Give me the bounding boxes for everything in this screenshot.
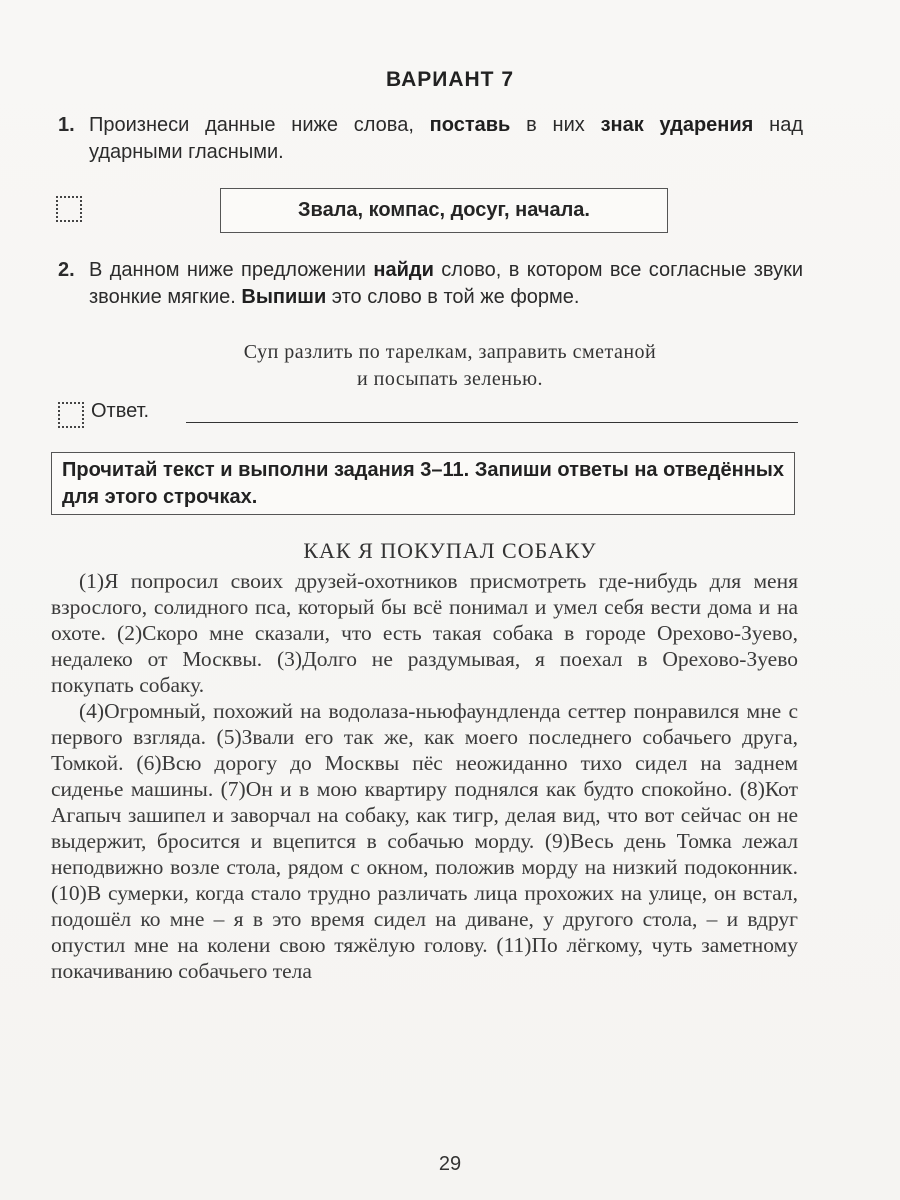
task-1-text — [89, 112, 803, 166]
answer-input-line[interactable] — [186, 422, 798, 423]
task-2-score-checkbox[interactable] — [58, 402, 84, 428]
instruction-box: Прочитай текст и выполни задания 3–11. Запиши ответы на отведённых для этого строчках. — [51, 452, 795, 515]
story-paragraph-2: (4)Огромный, похожий на водолаза-ньюфаундленда сеттер понравился мне с первого взгляда. (5)Звали его так же, как моего последнего собачьего друга, Томкой. (6)Всю дорогу до Москвы пёс неожиданно тихо сидел на заднем сиденье машины. (7)Он и в мою квартиру поднялся как будто спокойно. (8)Кот Агапыч зашипел и заворчал на собаку, как тигр, делая вид, что вот сейчас он не выдержит, бросится и вцепится в собачью морду. (9)Весь день Томка лежал неподвижно возле стола, рядом с окном, положив морду на низкий подоконник. (10)В сумерки, когда стало трудно различать лица прохожих на улице, он встал, подошёл ко мне – я в это время сидел на диване, у другого стола, – и вдруг опустил мне на колени свою тяжёлую голову. (11)По лёгкому, чуть заметному покачиванию собачьего тела — [51, 699, 798, 983]
task-1-keyword-put: поставь — [429, 114, 511, 136]
task-1-number: 1. — [58, 114, 75, 136]
task-2 — [58, 257, 803, 311]
task-2-number: 2. — [58, 259, 75, 281]
story-text — [51, 568, 798, 984]
task-2-sentence-line-1: Суп разлить по тарелкам, заправить сметаной — [243, 341, 657, 363]
task-1 — [58, 112, 803, 166]
task-2-sentence-line-2: и посыпать зеленью. — [356, 368, 544, 390]
task-2-answer-row — [58, 400, 798, 430]
task-1-keyword-stress-mark: знак ударения — [600, 114, 754, 136]
task-1-text-part: Произнеси данные ниже слова, — [89, 114, 430, 136]
task-2-text-part: это слово в той же форме. — [326, 286, 580, 308]
task-1-text-part: в них — [510, 114, 601, 136]
story-title: КАК Я ПОКУПАЛ СОБАКУ — [303, 538, 597, 563]
answer-label: Ответ. — [91, 400, 150, 422]
task-2-keyword-find: найди — [373, 259, 434, 281]
page-number: 29 — [438, 1153, 462, 1175]
task-2-text-part: слово, в котором все согласные звуки звонкие мягкие. — [89, 259, 803, 308]
task-1-score-checkbox[interactable] — [56, 196, 82, 222]
task-2-text — [89, 257, 803, 311]
story-paragraph-1: (1)Я попросил своих друзей-охотников присмотреть где-нибудь для меня взрослого, солидного пса, который бы всё понимал и умел себя вести дома и на охоте. (2)Скоро мне сказали, что есть такая собака в городе Орехово-Зуево, недалеко от Москвы. (3)Долго не раздумывая, я поехал в Орехово-Зуево покупать собаку. — [51, 569, 798, 697]
task-2-keyword-write-out: Выпиши — [241, 286, 327, 308]
task-1-text-part: над ударными гласными. — [89, 114, 803, 163]
task-2-text-part: В данном ниже предложении — [89, 259, 374, 281]
task-1-words-box: Звала, компас, досуг, начала. — [220, 188, 668, 233]
variant-title: ВАРИАНТ 7 — [385, 68, 515, 91]
